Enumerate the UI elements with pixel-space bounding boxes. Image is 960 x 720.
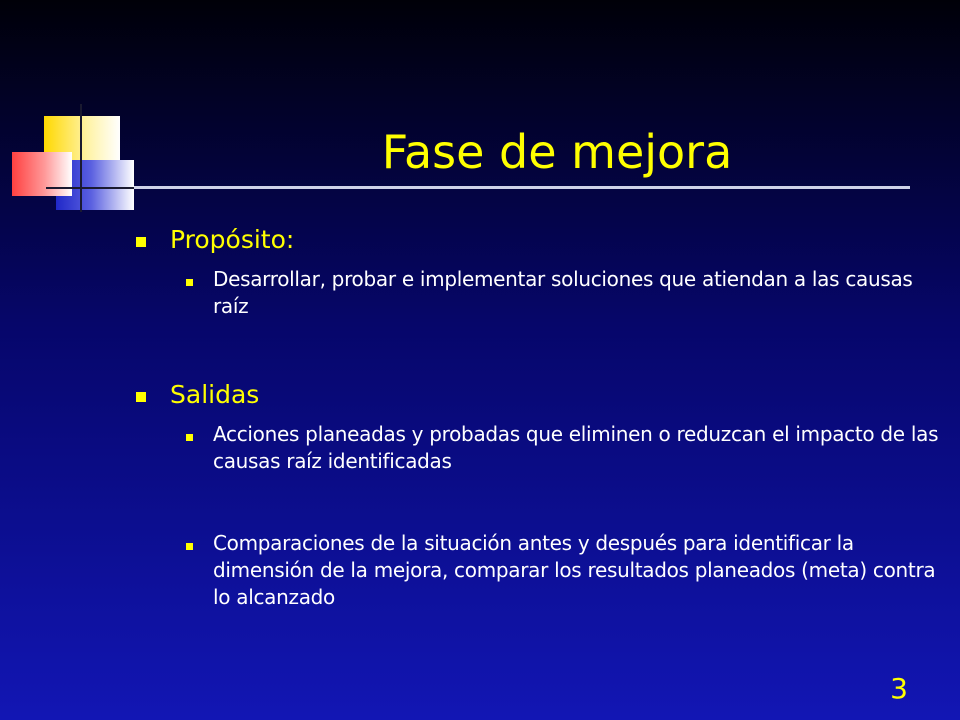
- bullet-item: Comparaciones de la situación antes y después para identificar la dimensión de la mejora, comparar los resultados planeados (meta) contra lo alcanzado: [213, 531, 936, 609]
- page-number: 3: [890, 672, 908, 705]
- title-underline: [134, 186, 910, 189]
- bullet-item: Desarrollar, probar e implementar soluciones que atiendan a las causas raíz: [213, 267, 913, 318]
- decorative-red-square: [12, 152, 72, 196]
- bullet-item: Acciones planeadas y probadas que eliminen o reduzcan el impacto de las causas raíz identificadas: [213, 422, 939, 473]
- section-heading-salidas: Salidas: [170, 380, 260, 409]
- slide-title: Fase de mejora: [381, 125, 733, 179]
- decorative-vertical-line: [80, 104, 82, 212]
- bullet-square: [136, 237, 146, 247]
- bullet-square: [136, 392, 146, 402]
- decorative-dark-line: [46, 187, 136, 189]
- sub-bullet-square: [186, 434, 193, 441]
- sub-bullet-square: [186, 543, 193, 550]
- section-heading-proposito: Propósito:: [170, 225, 295, 254]
- sub-bullet-square: [186, 279, 193, 286]
